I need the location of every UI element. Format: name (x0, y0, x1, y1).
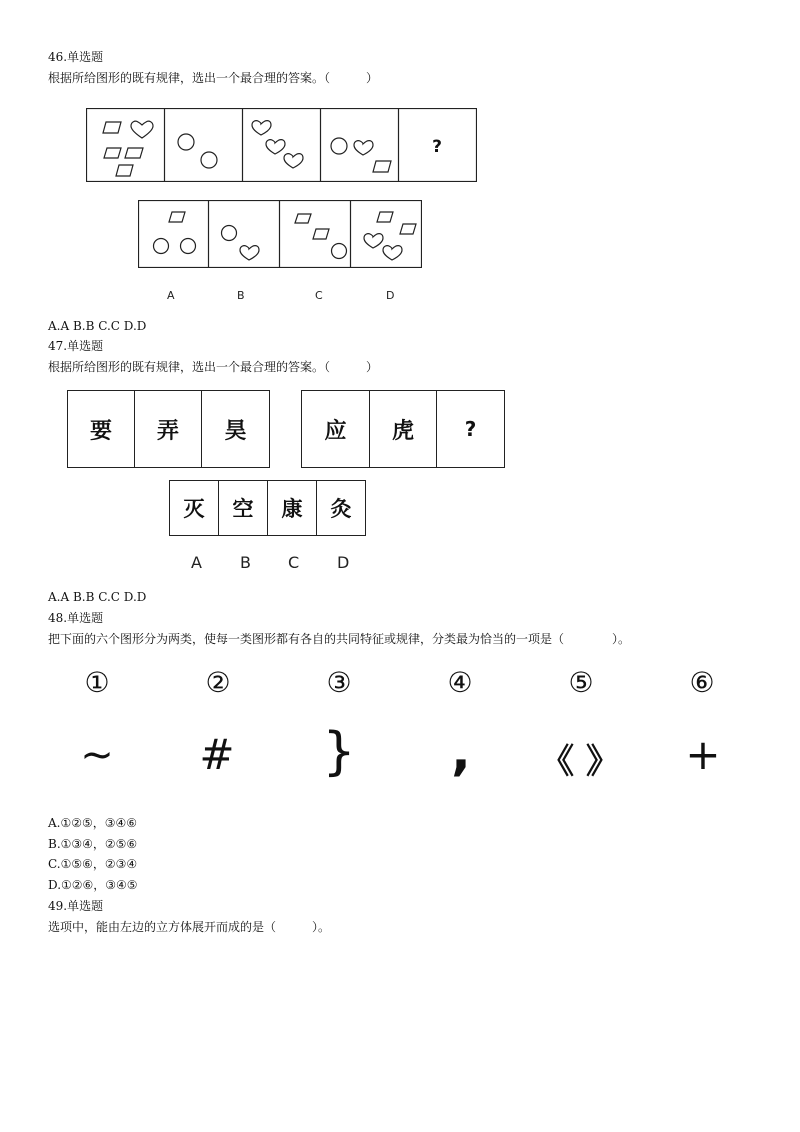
q46-option-label-a: A (167, 289, 175, 302)
number-1: ① (84, 666, 110, 699)
number-6: ⑥ (689, 666, 715, 699)
q47-option-label-d: D (337, 553, 350, 572)
char-cell: 弄 (134, 390, 202, 468)
sequence-border (87, 109, 477, 182)
option-char-cell: 康 (267, 480, 317, 536)
q46-header: 46.单选题 (48, 50, 104, 64)
hash-symbol: # (199, 730, 235, 779)
panel4-shapes (331, 138, 391, 172)
circle-icon (332, 244, 347, 259)
option-a-shapes (154, 212, 196, 254)
q46-option-label-b: B (237, 289, 245, 302)
char-cell: 要 (67, 390, 135, 468)
parallelogram-icon (373, 161, 391, 172)
parallelogram-icon (103, 122, 121, 133)
circle-icon (201, 152, 217, 168)
q46-options-figure (138, 200, 422, 268)
q47-header: 47.单选题 (48, 339, 104, 353)
number-3: ③ (326, 666, 352, 699)
option-b-shapes (222, 226, 260, 261)
q48-choice-a: A.①②⑤，③④⑥ (48, 816, 138, 830)
q49-header: 49.单选题 (48, 899, 104, 913)
parallelogram-icon (104, 148, 121, 158)
circle-icon (154, 239, 169, 254)
comma-symbol: , (451, 722, 471, 782)
char-cell: 应 (301, 390, 370, 468)
circle-icon (178, 134, 194, 150)
circle-icon (222, 226, 237, 241)
parallelogram-icon (377, 212, 393, 222)
q48-header: 48.单选题 (48, 611, 104, 625)
q47-option-label-c: C (288, 553, 300, 572)
q46-option-label-c: C (315, 289, 323, 302)
q47-answer-choices: A.A B.B C.C D.D (48, 590, 147, 604)
heart-icon (240, 246, 259, 260)
number-4: ④ (447, 666, 473, 699)
tilde-symbol: ~ (80, 732, 114, 778)
heart-icon (252, 121, 271, 135)
parallelogram-icon (400, 224, 416, 234)
parallelogram-icon (295, 214, 311, 223)
q48-choice-d: D.①②⑥，③④⑤ (48, 878, 138, 892)
heart-icon (354, 141, 373, 155)
heart-icon (266, 140, 285, 154)
heart-icon (364, 234, 383, 248)
parallelogram-icon (116, 165, 133, 176)
char-cell: 虎 (369, 390, 437, 468)
parallelogram-icon (169, 212, 185, 222)
parallelogram-icon (313, 229, 329, 239)
panel2-shapes (178, 134, 217, 168)
circle-icon (181, 239, 196, 254)
q47-stem: 根据所给图形的既有规律，选出一个最合理的答案。（ ） (48, 360, 379, 374)
q47-option-label-b: B (240, 553, 251, 572)
heart-icon (131, 121, 153, 138)
panel3-shapes (252, 121, 303, 168)
plus-symbol: + (685, 730, 721, 779)
q48-choice-c: C.①⑤⑥，②③④ (48, 857, 138, 871)
char-cell: 昊 (201, 390, 270, 468)
q46-sequence-svg (86, 108, 477, 182)
number-2: ② (205, 666, 231, 699)
question-mark: ? (432, 137, 442, 157)
circle-icon (331, 138, 347, 154)
number-5: ⑤ (568, 666, 594, 699)
option-char-cell: 空 (218, 480, 268, 536)
question-mark-cell: ? (436, 390, 505, 468)
double-angle-symbol: 《 》 (540, 742, 620, 782)
q46-option-label-d: D (386, 289, 395, 302)
option-char-cell: 灸 (316, 480, 366, 536)
q46-stem: 根据所给图形的既有规律，选出一个最合理的答案。（ ） (48, 71, 379, 85)
heart-icon (284, 154, 303, 168)
panel1-shapes (103, 121, 153, 176)
q48-stem: 把下面的六个图形分为两类，使每一类图形都有各自的共同特征或规律，分类最为恰当的一项是（ ）。 (48, 632, 631, 646)
q48-choice-b: B.①③④，②⑤⑥ (48, 837, 138, 851)
q46-answer-choices: A.A B.B C.C D.D (48, 319, 147, 333)
option-d-shapes (364, 212, 416, 260)
q46-sequence-figure (86, 108, 477, 182)
q46-options-svg (138, 200, 422, 268)
parallelogram-icon (125, 148, 143, 158)
brace-symbol: } (322, 722, 356, 782)
option-char-cell: 灭 (169, 480, 219, 536)
heart-icon (383, 246, 402, 260)
q47-option-label-a: A (191, 553, 202, 572)
q49-stem: 选项中，能由左边的立方体展开而成的是（ ）。 (48, 920, 331, 934)
option-c-shapes (295, 214, 347, 259)
